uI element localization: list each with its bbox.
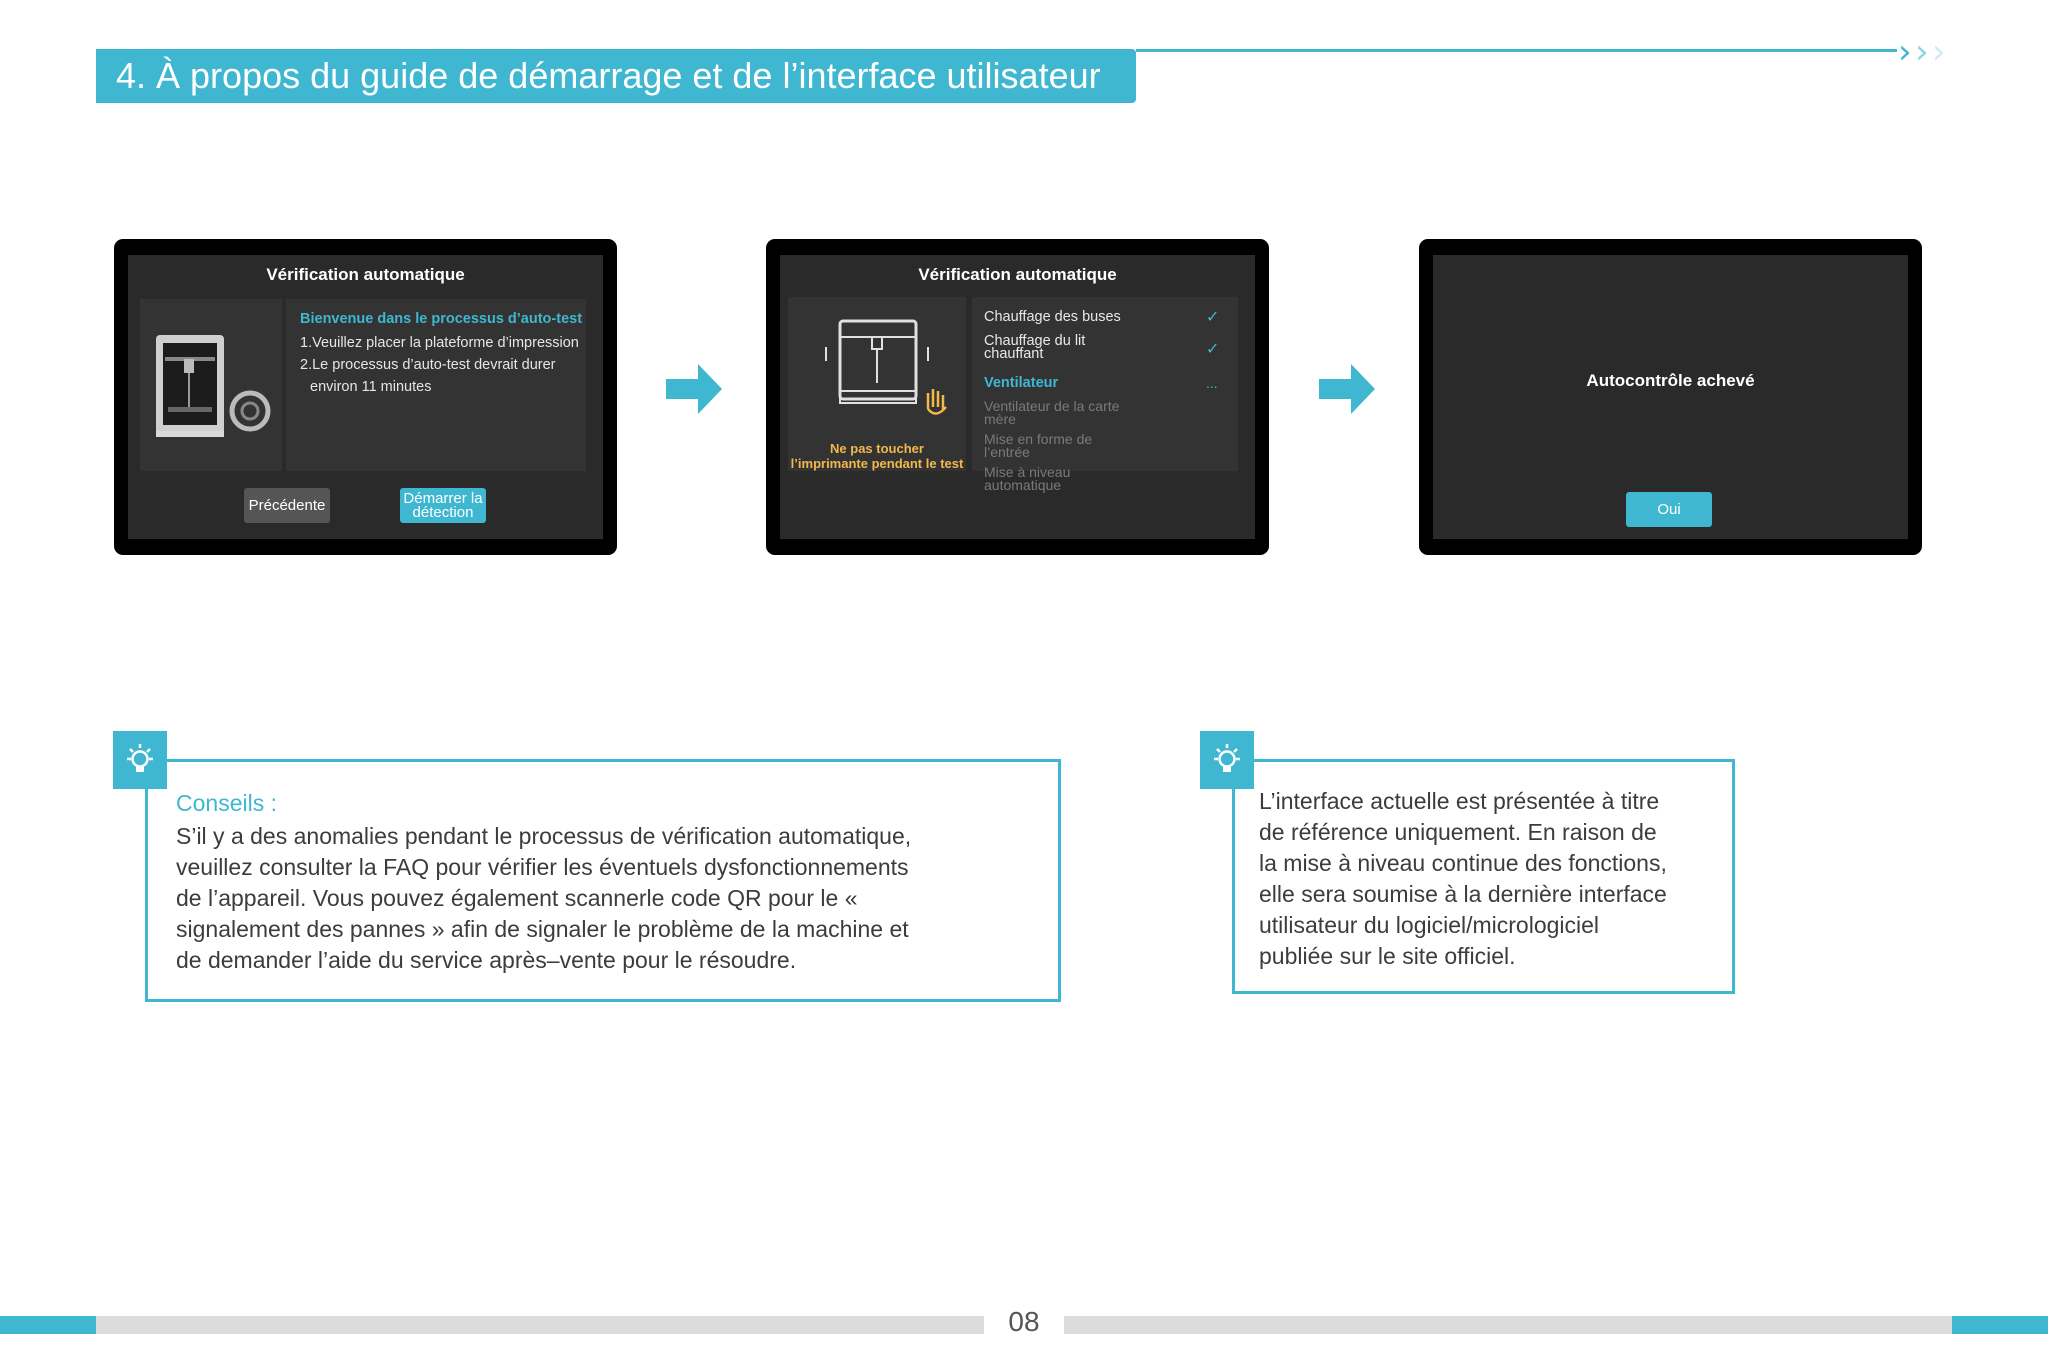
ok-button[interactable]: Oui xyxy=(1626,492,1712,527)
disclaimer-line: L’interface actuelle est présentée à titre xyxy=(1259,788,1660,814)
test-item-fan: Ventilateur xyxy=(984,375,1059,391)
test-item-input-shaping xyxy=(984,433,1092,459)
test-item-bed-line-1: Chauffage du lit xyxy=(984,333,1086,349)
printer-hand-icon xyxy=(788,297,966,417)
printer-image-panel xyxy=(140,299,282,471)
test-item-input-shaping-line-2: l’entrée xyxy=(984,444,1030,460)
tips-body xyxy=(176,821,911,976)
start-detection-label-2: détection xyxy=(412,503,474,521)
screen-title: Vérification automatique xyxy=(266,265,465,284)
start-detection-label-1: Démarrer la xyxy=(403,489,483,507)
chevron-right-icon: › xyxy=(1915,32,1929,72)
check-icon: ✓ xyxy=(1206,341,1220,358)
test-list-panel xyxy=(972,297,1238,493)
instruction-step-1: 1.Veuillez placer la plateforme d’impression xyxy=(300,335,579,351)
warning-text-1: Ne pas toucher xyxy=(830,441,924,456)
completion-message: Autocontrôle achevé xyxy=(1586,371,1755,390)
tips-line: signalement des pannes » afin de signaler le problème de la machine et xyxy=(176,916,909,942)
printer-icon xyxy=(140,299,282,471)
title-rule xyxy=(1136,49,1897,52)
page-title: 4. À propos du guide de démarrage et de l’interface utilisateur xyxy=(96,49,1136,103)
test-item-board-fan-line-1: Ventilateur de la carte xyxy=(984,398,1120,414)
test-item-auto-level xyxy=(984,466,1070,492)
printer-warning-panel xyxy=(788,297,966,471)
progress-dots-icon: ... xyxy=(1206,375,1218,391)
lightbulb-icon xyxy=(1200,731,1254,789)
arrow-right-icon xyxy=(666,364,724,414)
disclaimer-line: utilisateur du logiciel/micrologiciel xyxy=(1259,912,1600,938)
test-item-auto-level-line-1: Mise à niveau xyxy=(984,464,1071,480)
tips-line: S’il y a des anomalies pendant le processus de vérification automatique, xyxy=(176,823,912,849)
tips-line: veuillez consulter la FAQ pour vérifier les éventuels dysfonctionnements xyxy=(176,854,909,880)
disclaimer-line: la mise à niveau continue des fonctions, xyxy=(1259,850,1667,876)
tips-heading: Conseils : xyxy=(176,790,277,816)
lightbulb-icon xyxy=(113,731,167,789)
footer-bar-left xyxy=(96,1316,984,1334)
footer-bar-right xyxy=(1064,1316,1952,1334)
check-icon: ✓ xyxy=(1206,309,1220,326)
welcome-heading: Bienvenue dans le processus d’auto-test xyxy=(300,311,583,327)
test-item-bed-line-2: chauffant xyxy=(984,346,1044,362)
instructions-panel xyxy=(286,299,586,471)
disclaimer-line: elle sera soumise à la dernière interface xyxy=(1259,881,1667,907)
test-item-input-shaping-line-1: Mise en forme de xyxy=(984,431,1093,447)
screen-title: Vérification automatique xyxy=(918,265,1117,284)
instruction-step-2-cont: environ 11 minutes xyxy=(310,379,432,395)
tips-line: de demander l’aide du service après–vente pour le résoudre. xyxy=(176,947,797,973)
disclaimer-line: de référence uniquement. En raison de xyxy=(1259,819,1657,845)
screen-self-test xyxy=(766,239,1269,555)
instruction-step-2: 2.Le processus d’auto-test devrait durer xyxy=(300,357,556,373)
screen-welcome xyxy=(114,239,617,555)
warning-text-2: l’imprimante pendant le test xyxy=(790,456,964,471)
screen-complete xyxy=(1419,239,1922,555)
footer-accent-left xyxy=(0,1316,96,1334)
test-item-auto-level-line-2: automatique xyxy=(984,477,1062,493)
test-item-bed xyxy=(984,335,1085,361)
test-item-board-fan-line-2: mère xyxy=(984,411,1016,427)
test-item-board-fan xyxy=(984,400,1119,426)
test-item-nozzle: Chauffage des buses xyxy=(984,309,1121,325)
disclaimer-body xyxy=(1259,786,1667,972)
chevron-right-icon: › xyxy=(1932,32,1946,72)
arrow-right-icon xyxy=(1319,364,1377,414)
start-detection-button[interactable] xyxy=(400,488,486,523)
previous-button[interactable]: Précédente xyxy=(244,488,330,523)
page-number: 08 xyxy=(1008,1306,1040,1337)
chevron-right-icon: › xyxy=(1898,32,1912,72)
tips-box xyxy=(145,759,1061,1002)
disclaimer-box xyxy=(1232,759,1735,994)
footer-accent-right xyxy=(1952,1316,2048,1334)
disclaimer-line: publiée sur le site officiel. xyxy=(1259,943,1516,969)
tips-line: de l’appareil. Vous pouvez également scannerle code QR pour le « xyxy=(176,885,858,911)
